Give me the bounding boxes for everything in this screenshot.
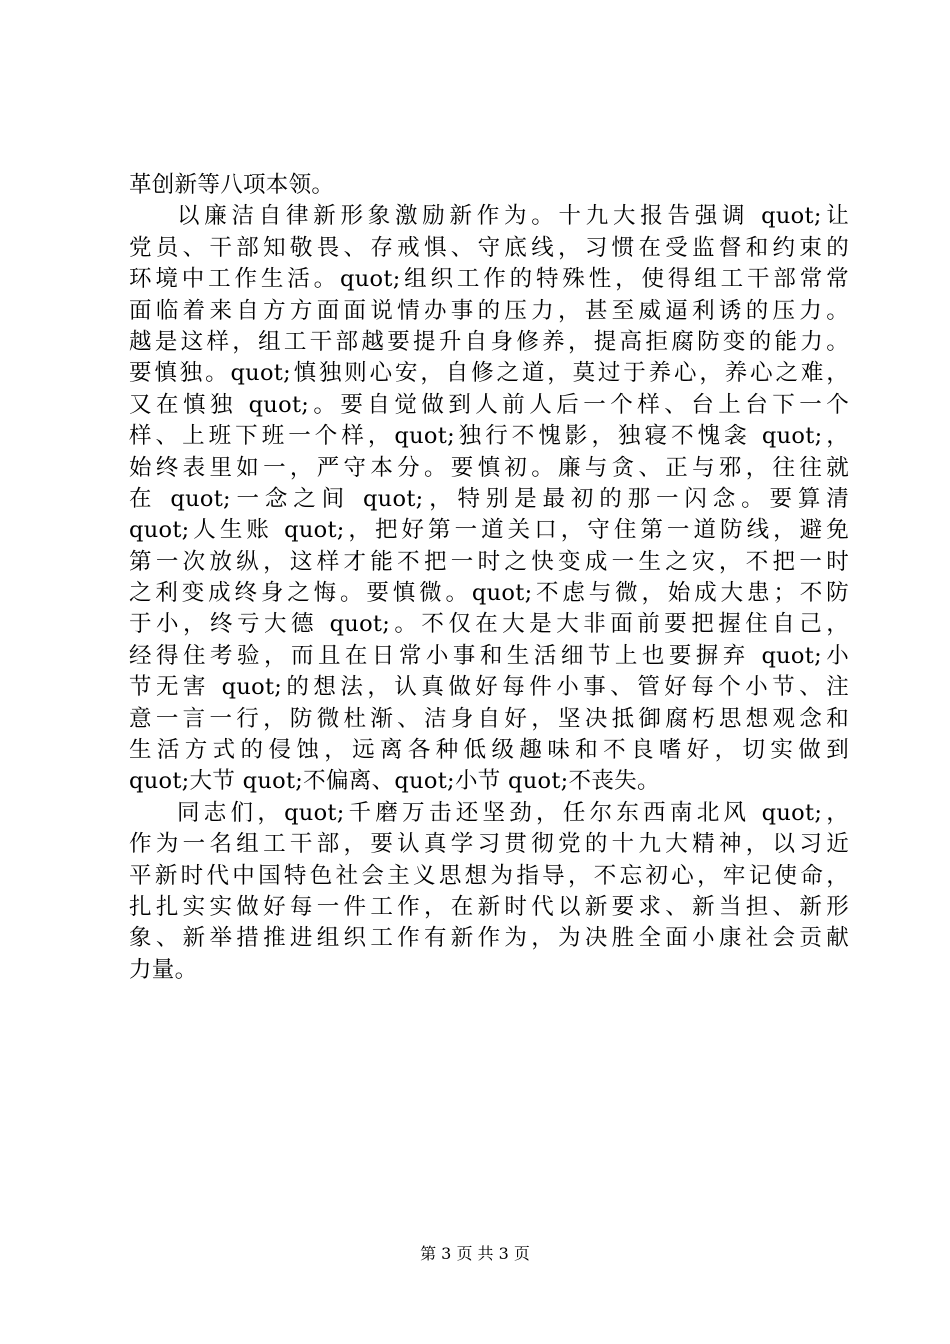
text-line: 党员、干部知敬畏、存戒惧、守底线，习惯在受监督和约束的: [129, 234, 849, 261]
text-line: 力量。: [129, 956, 198, 983]
text-line: 又在慎独 quot;。要自觉做到人前人后一个样、台上台下一个: [129, 391, 849, 418]
text-line: 第一次放纵，这样才能不把一时之快变成一生之灾，不把一时: [129, 548, 849, 575]
text-line: 经得住考验，而且在日常小事和生活细节上也要摒弃 quot;小: [129, 642, 849, 669]
text-line: 样、上班下班一个样，quot;独行不愧影，独寝不愧衾 quot;，: [129, 423, 849, 450]
text-line: 革创新等八项本领。: [129, 172, 335, 198]
text-line: 平新时代中国特色社会主义思想为指导，不忘初心，牢记使命，: [129, 862, 849, 889]
page-number: 第 3 页 共 3 页: [420, 1244, 530, 1263]
text-line: 以廉洁自律新形象激励新作为。十九大报告强调 quot;让: [177, 203, 849, 230]
text-line: quot;大节 quot;不偏离、quot;小节 quot;不丧失。: [129, 768, 660, 795]
page-footer: [0, 1243, 950, 1265]
text-line: 意一言一行，防微杜渐、洁身自好，坚决抵御腐朽思想观念和: [129, 705, 849, 732]
text-line: 面临着来自方方面面说情办事的压力，甚至威逼利诱的压力。: [129, 297, 849, 324]
text-line: 于小，终亏大德 quot;。不仅在大是大非面前要把握住自己，: [129, 611, 849, 638]
body-text: [129, 170, 849, 986]
text-line: 同志们，quot;千磨万击还坚劲，任尔东西南北风 quot;，: [177, 799, 849, 826]
text-line: 要慎独。quot;慎独则心安，自修之道，莫过于养心，养心之难，: [129, 360, 849, 387]
text-line: 扎扎实实做好每一件工作，在新时代以新要求、新当担、新形: [129, 893, 849, 920]
text-line: 节无害 quot;的想法，认真做好每件小事、管好每个小节、注: [129, 674, 849, 701]
text-line: 生活方式的侵蚀，远离各种低级趣味和不良嗜好，切实做到: [129, 737, 849, 764]
text-line: 始终表里如一，严守本分。要慎初。廉与贪、正与邪，往往就: [129, 454, 849, 481]
text-line: 之利变成终身之悔。要慎微。quot;不虑与微，始成大患；不防: [129, 580, 849, 607]
text-line: 越是这样，组工干部越要提升自身修养，提高拒腐防变的能力。: [129, 328, 849, 355]
text-line: 作为一名组工干部，要认真学习贯彻党的十九大精神，以习近: [129, 831, 849, 858]
text-line: 象、新举措推进组织工作有新作为，为决胜全面小康社会贡献: [129, 925, 849, 952]
text-line: 环境中工作生活。quot;组织工作的特殊性，使得组工干部常常: [129, 266, 849, 293]
text-line: quot;人生账 quot;，把好第一道关口，守住第一道防线，避免: [129, 517, 849, 544]
text-line: 在 quot;一念之间 quot;，特别是最初的那一闪念。要算清: [129, 485, 849, 512]
